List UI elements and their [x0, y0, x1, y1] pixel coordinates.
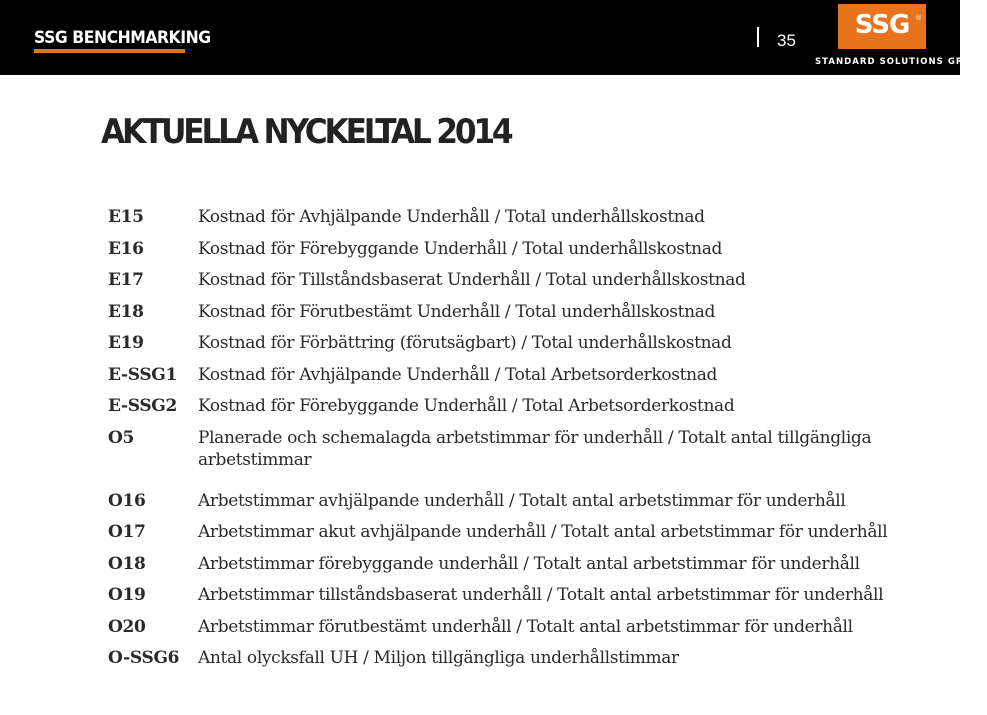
kpi-description: Antal olycksfall UH / Miljon tillgängliga underhållstimmar [198, 648, 679, 668]
kpi-code: E19 [108, 333, 144, 353]
kpi-code: O19 [108, 585, 146, 605]
page-number-divider [757, 27, 759, 47]
header-bar [0, 0, 987, 75]
kpi-code: E15 [108, 207, 144, 227]
kpi-description: Arbetstimmar tillståndsbaserat underhåll / Totalt antal arbetstimmar för underhåll [198, 585, 884, 605]
kpi-description: Kostnad för Förbättring (förutsägbart) / Total underhållskostnad [198, 333, 732, 353]
kpi-row [108, 395, 908, 427]
kpi-row [108, 553, 908, 585]
kpi-description: Kostnad för Förebyggande Underhåll / Total underhållskostnad [198, 238, 723, 259]
page-title: AKTUELLA NYCKELTAL 2014 [101, 112, 511, 152]
kpi-row [108, 332, 908, 364]
kpi-code: E-SSG2 [108, 396, 178, 416]
kpi-code: O17 [108, 522, 146, 542]
kpi-row [108, 490, 908, 522]
kpi-description: Kostnad för Avhjälpande Underhåll / Total Arbetsorderkostnad [198, 364, 718, 385]
kpi-description: Planerade och schemalagda arbetstimmar för underhåll / Totalt antal tillgängliga arbetstimmar [198, 427, 872, 470]
kpi-code: O18 [108, 553, 146, 574]
kpi-row [108, 364, 908, 396]
kpi-code: O20 [108, 616, 146, 637]
kpi-description: Arbetstimmar förutbestämt underhåll / Totalt antal arbetstimmar för underhåll [198, 616, 853, 637]
page-number: 35 [777, 31, 796, 50]
kpi-code: O-SSG6 [108, 648, 180, 668]
kpi-description: Kostnad för Förebyggande Underhåll / Total Arbetsorderkostnad [198, 396, 735, 416]
kpi-row [108, 584, 908, 616]
kpi-row [108, 269, 908, 301]
kpi-row [108, 616, 908, 648]
kpi-code: O16 [108, 490, 146, 511]
logo-subtitle: STANDARD SOLUTIONS GROUP [815, 57, 987, 67]
brand-underline [34, 49, 185, 53]
brand-label: SSG BENCHMARKING [34, 28, 211, 48]
kpi-code: O5 [108, 427, 135, 448]
kpi-description: Kostnad för Tillståndsbaserat Underhåll / Total underhållskostnad [198, 270, 746, 290]
kpi-code: E16 [108, 238, 144, 259]
kpi-code: E18 [108, 301, 144, 322]
kpi-description: Kostnad för Förutbestämt Underhåll / Total underhållskostnad [198, 301, 716, 322]
kpi-code: E17 [108, 270, 144, 290]
ssg-logo [838, 4, 926, 49]
kpi-row [108, 427, 908, 490]
kpi-row [108, 238, 908, 270]
registered-mark-icon: ® [915, 14, 922, 22]
kpi-list [108, 206, 908, 679]
kpi-row [108, 521, 908, 553]
kpi-row [108, 206, 908, 238]
kpi-description: Kostnad för Avhjälpande Underhåll / Total underhållskostnad [198, 207, 705, 227]
kpi-description: Arbetstimmar akut avhjälpande underhåll / Totalt antal arbetstimmar för underhåll [198, 522, 888, 542]
kpi-row [108, 301, 908, 333]
kpi-row [108, 647, 908, 679]
kpi-description: Arbetstimmar förebyggande underhåll / Totalt antal arbetstimmar för underhåll [198, 553, 860, 574]
kpi-description: Arbetstimmar avhjälpande underhåll / Totalt antal arbetstimmar för underhåll [198, 490, 846, 511]
kpi-code: E-SSG1 [108, 364, 178, 385]
logo-text: SSG [854, 10, 910, 40]
